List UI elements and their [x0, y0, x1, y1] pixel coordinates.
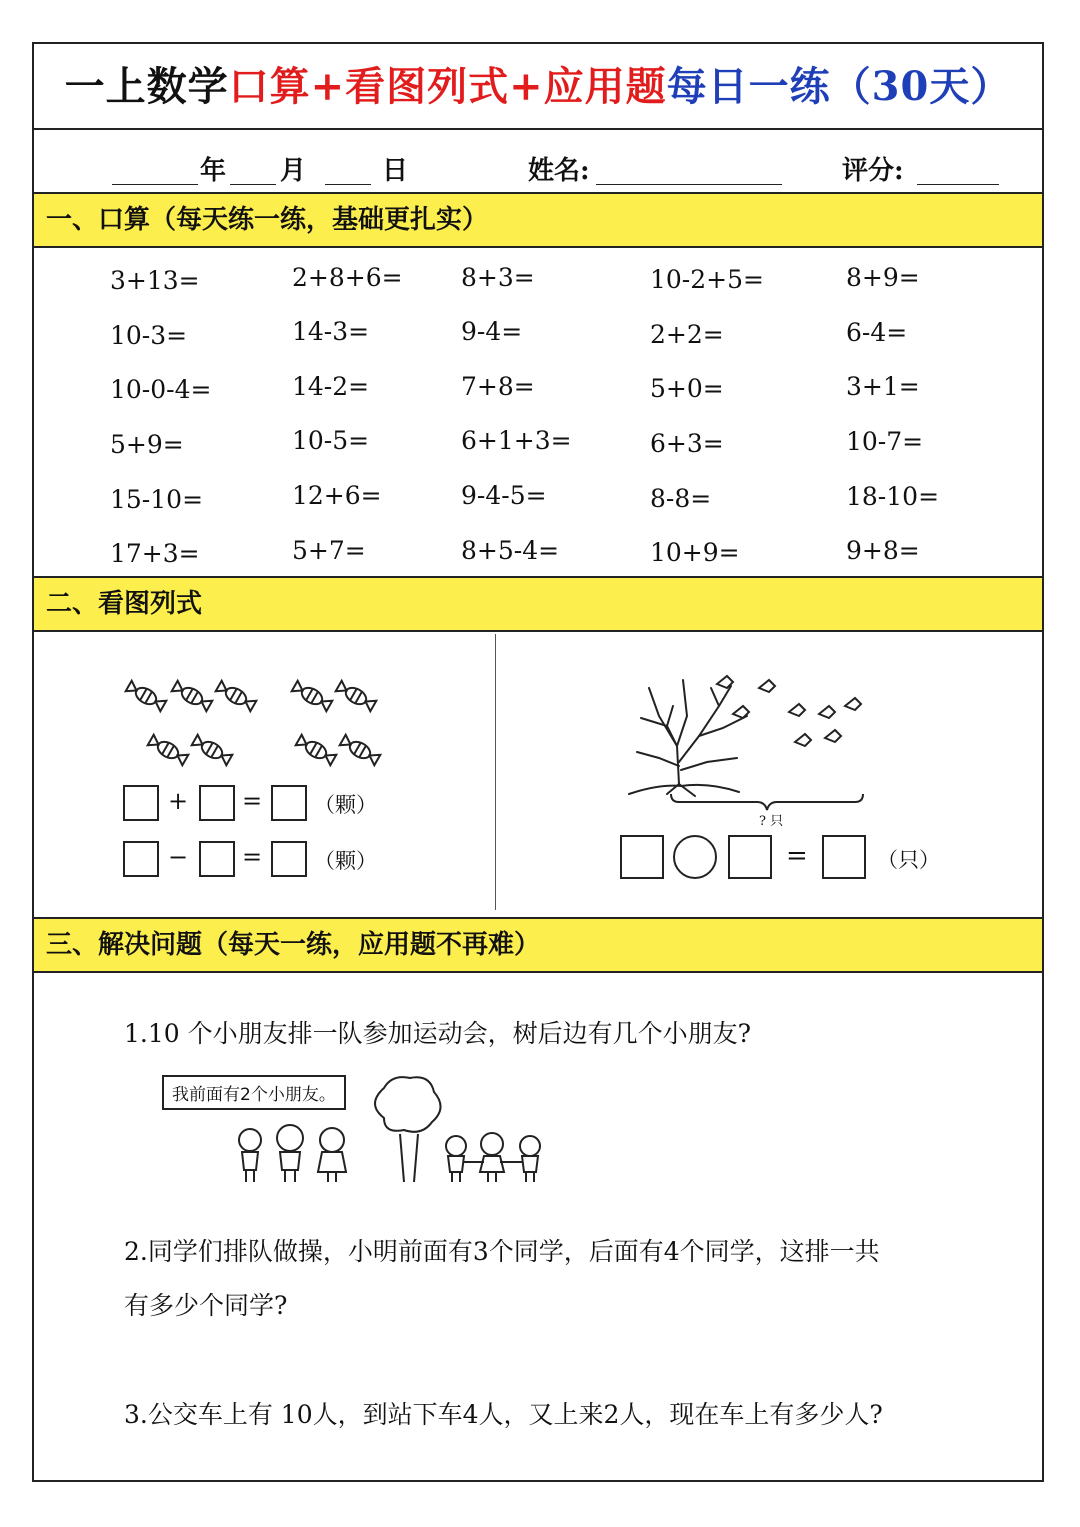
info-row	[34, 130, 1042, 194]
plus-sign: +	[168, 787, 189, 815]
month-label: 月	[280, 156, 307, 186]
question-2-line-1: 2.同学们排队做操，小明前面有3个同学，后面有4个同学，这排一共	[124, 1237, 880, 1266]
calc-item: 10-2+5=	[650, 265, 764, 294]
unit-label: （只）	[877, 848, 940, 872]
answer-box[interactable]	[200, 842, 234, 876]
calc-item: 6-4=	[846, 318, 908, 347]
year-blank[interactable]	[112, 184, 198, 185]
calc-item: 8+5-4=	[461, 536, 560, 565]
calc-item: 5+0=	[650, 374, 724, 403]
calc-item: 12+6=	[292, 481, 382, 510]
brace-label: ? 只	[759, 814, 784, 829]
calc-item: 5+9=	[110, 430, 184, 459]
calc-item: 10-7=	[846, 427, 924, 456]
calc-item: 10-0-4=	[110, 375, 212, 404]
section-1-header: 一、口算（每天练一练，基础更扎实）	[34, 192, 1042, 248]
operator-circle[interactable]	[674, 836, 716, 878]
calc-item: 3+13=	[110, 266, 200, 295]
calc-item: 2+8+6=	[292, 263, 403, 292]
right-equation-boxes	[619, 834, 879, 884]
title-part-1: 一上数学	[64, 63, 229, 110]
title-part-2: 口算+看图列式+应用题	[228, 63, 667, 110]
calc-item: 18-10=	[846, 482, 940, 511]
calc-item: 14-2=	[292, 372, 370, 401]
question-3: 3.公交车上有 10人，到站下车4人，又上来2人，现在车上有多少人?	[124, 1400, 883, 1429]
question-1: 1.10 个小朋友排一队参加运动会，树后边有几个小朋友?	[124, 1019, 752, 1048]
calc-item: 10-3=	[110, 321, 188, 350]
question-2-line-2: 有多少个同学?	[124, 1291, 288, 1320]
section-3-header: 三、解决问题（每天一练，应用题不再难）	[34, 917, 1042, 973]
equals-sign: =	[242, 843, 263, 871]
calc-item: 9-4-5=	[461, 481, 547, 510]
day-label: 日	[382, 156, 409, 186]
name-label: 姓名:	[528, 156, 590, 186]
unit-label: （颗）	[314, 793, 377, 817]
answer-box[interactable]	[621, 836, 663, 878]
section-2-divider	[495, 634, 496, 910]
worksheet	[32, 42, 1044, 1482]
answer-box[interactable]	[200, 786, 234, 820]
score-blank[interactable]	[917, 184, 999, 185]
calc-item: 7+8=	[461, 372, 535, 401]
calc-item: 8+9=	[846, 263, 920, 292]
calc-item: 9+8=	[846, 536, 920, 565]
day-blank[interactable]	[325, 184, 371, 185]
calc-item: 15-10=	[110, 485, 204, 514]
children-tree-illustration	[234, 1074, 554, 1189]
candies-illustration	[124, 674, 384, 774]
year-label: 年	[200, 156, 227, 186]
calc-item: 6+3=	[650, 429, 724, 458]
left-equation-boxes	[122, 784, 322, 884]
score-label: 评分:	[842, 156, 904, 186]
answer-box[interactable]	[124, 842, 158, 876]
tree-birds-illustration	[619, 666, 889, 806]
equals-sign: =	[786, 841, 808, 871]
minus-sign: −	[168, 843, 189, 871]
section-2-header: 二、看图列式	[34, 576, 1042, 632]
calc-item: 5+7=	[292, 536, 366, 565]
answer-box[interactable]	[729, 836, 771, 878]
unit-label: （颗）	[314, 849, 377, 873]
calc-item: 14-3=	[292, 317, 370, 346]
calc-item: 17+3=	[110, 539, 200, 568]
page-title	[34, 44, 1042, 130]
answer-box[interactable]	[124, 786, 158, 820]
calc-item: 3+1=	[846, 372, 920, 401]
calc-item: 6+1+3=	[461, 426, 572, 455]
name-blank[interactable]	[596, 184, 782, 185]
calc-item: 10-5=	[292, 426, 370, 455]
answer-box[interactable]	[272, 842, 306, 876]
calc-item: 10+9=	[650, 538, 740, 567]
answer-box[interactable]	[272, 786, 306, 820]
title-part-3: 每日一练（30天）	[666, 63, 1012, 110]
month-blank[interactable]	[230, 184, 276, 185]
speech-bubble: 我前面有2个小朋友。	[162, 1075, 346, 1110]
calc-item: 8-8=	[650, 484, 712, 513]
calc-item: 2+2=	[650, 320, 724, 349]
answer-box[interactable]	[823, 836, 865, 878]
calc-item: 8+3=	[461, 263, 535, 292]
equals-sign: =	[242, 787, 263, 815]
calc-item: 9-4=	[461, 317, 523, 346]
